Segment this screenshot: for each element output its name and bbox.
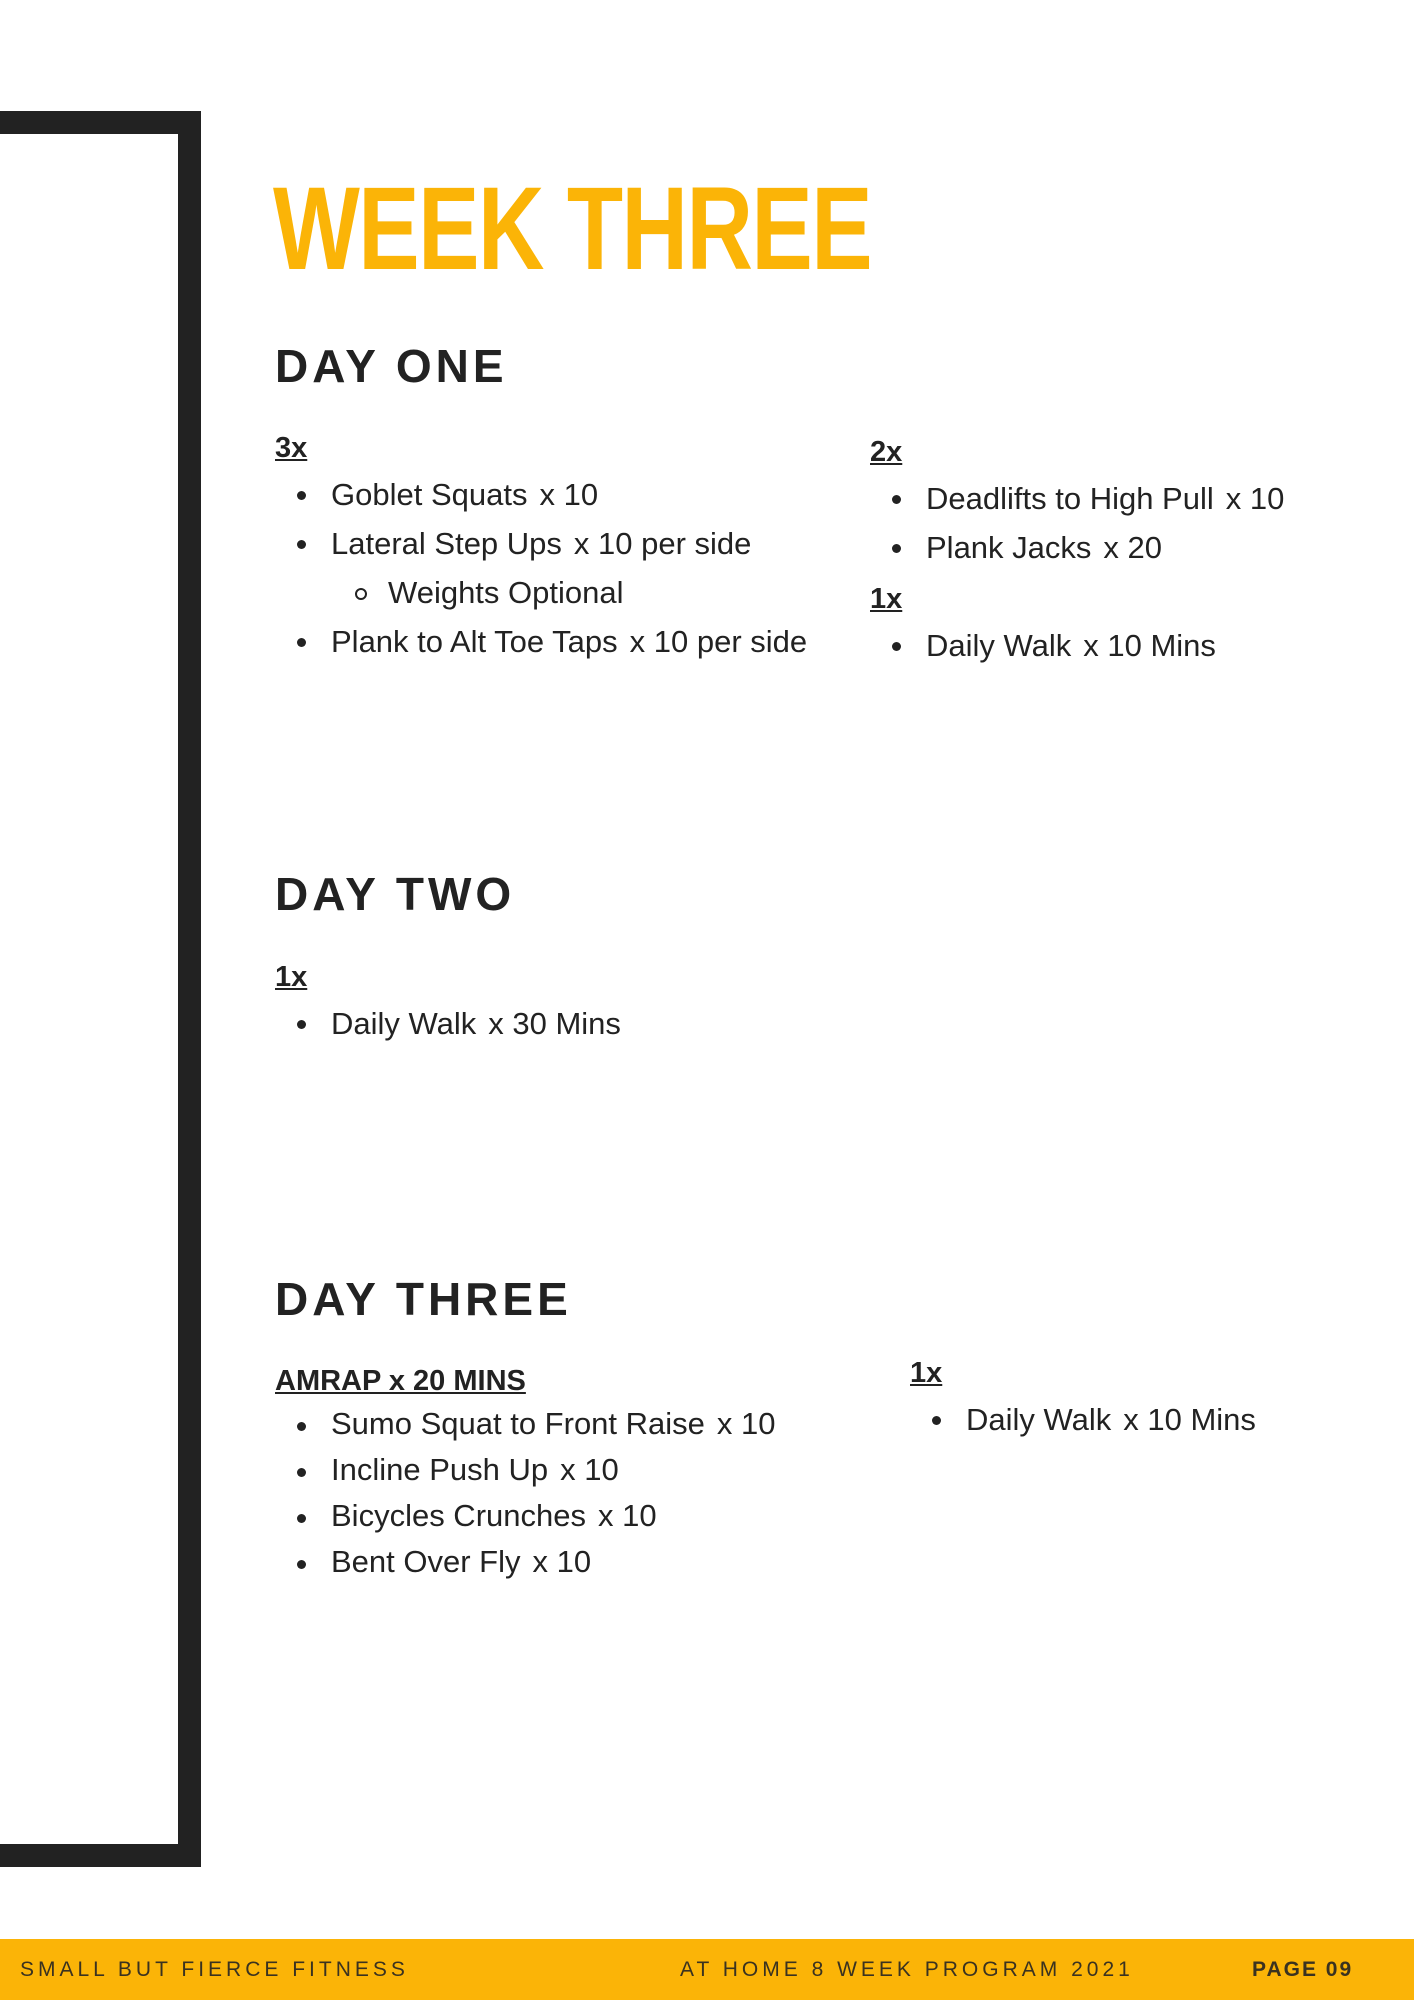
- exercise-item: [275, 470, 807, 519]
- day-two-title: DAY TWO: [275, 868, 516, 920]
- day-two-left-block: [275, 960, 621, 1048]
- exercise-reps: x 10: [716, 1405, 776, 1441]
- day-one-right-block-b: [870, 582, 1216, 670]
- day-one-title: DAY ONE: [275, 340, 508, 392]
- exercise-item: [870, 523, 1284, 572]
- exercise-name: Goblet Squats: [331, 476, 528, 512]
- exercise-reps: x 10 per side: [629, 623, 808, 659]
- footer-brand: SMALL BUT FIERCE FITNESS: [20, 1958, 409, 1981]
- exercise-reps: x 10: [539, 476, 599, 512]
- exercise-name: Lateral Step Ups: [331, 525, 562, 561]
- exercise-name: Sumo Squat to Front Raise: [331, 1405, 705, 1441]
- decorative-frame: [0, 111, 201, 1867]
- set-label: 3x: [275, 432, 308, 464]
- exercise-item: [275, 999, 621, 1048]
- exercise-list: [870, 621, 1216, 670]
- exercise-note-text: Weights Optional: [388, 574, 624, 610]
- exercise-item: [870, 474, 1284, 523]
- footer-bar: [0, 1939, 1414, 2000]
- day-three-right-block: [910, 1356, 1256, 1444]
- exercise-name: Incline Push Up: [331, 1451, 549, 1487]
- day-three-left-block: [275, 1364, 776, 1585]
- exercise-note: [275, 568, 807, 617]
- exercise-reps: x 10: [1225, 480, 1285, 516]
- set-label: 1x: [910, 1357, 943, 1389]
- exercise-item: [275, 1401, 776, 1447]
- exercise-list: [275, 999, 621, 1048]
- exercise-item: [275, 1447, 776, 1493]
- set-label: AMRAP x 20 MINS: [275, 1365, 526, 1397]
- set-label: 1x: [275, 961, 308, 993]
- exercise-reps: x 30 Mins: [488, 1005, 621, 1041]
- exercise-reps: x 10: [597, 1497, 657, 1533]
- exercise-item: [275, 617, 807, 666]
- exercise-reps: x 10 Mins: [1083, 627, 1216, 663]
- exercise-name: Deadlifts to High Pull: [926, 480, 1214, 516]
- exercise-name: Bicycles Crunches: [331, 1497, 586, 1533]
- exercise-list: [910, 1395, 1256, 1444]
- exercise-list: [275, 470, 807, 666]
- exercise-name: Daily Walk: [331, 1005, 477, 1041]
- exercise-list: [275, 1401, 776, 1585]
- exercise-item: [275, 1493, 776, 1539]
- exercise-name: Plank to Alt Toe Taps: [331, 623, 618, 659]
- exercise-reps: x 10 Mins: [1123, 1401, 1256, 1437]
- exercise-item: [275, 1539, 776, 1585]
- exercise-reps: x 10: [560, 1451, 619, 1487]
- footer-page-number: PAGE 09: [1252, 1958, 1354, 1981]
- footer-program: AT HOME 8 WEEK PROGRAM 2021: [680, 1958, 1134, 1981]
- set-label: 2x: [870, 436, 903, 468]
- exercise-reps: x 10 per side: [573, 525, 752, 561]
- exercise-name: Plank Jacks: [926, 529, 1092, 565]
- week-title: WEEK THREE: [273, 163, 872, 295]
- exercise-list: [870, 474, 1284, 572]
- exercise-item: [870, 621, 1216, 670]
- exercise-reps: x 10: [532, 1543, 592, 1579]
- day-one-right-block-a: [870, 435, 1284, 572]
- exercise-name: Bent Over Fly: [331, 1543, 521, 1579]
- exercise-name: Daily Walk: [966, 1401, 1112, 1437]
- exercise-item: [910, 1395, 1256, 1444]
- set-label: 1x: [870, 583, 903, 615]
- exercise-reps: x 20: [1103, 529, 1163, 565]
- day-three-title: DAY THREE: [275, 1273, 572, 1325]
- exercise-name: Daily Walk: [926, 627, 1072, 663]
- exercise-item: [275, 519, 807, 568]
- day-one-left-block: [275, 431, 807, 666]
